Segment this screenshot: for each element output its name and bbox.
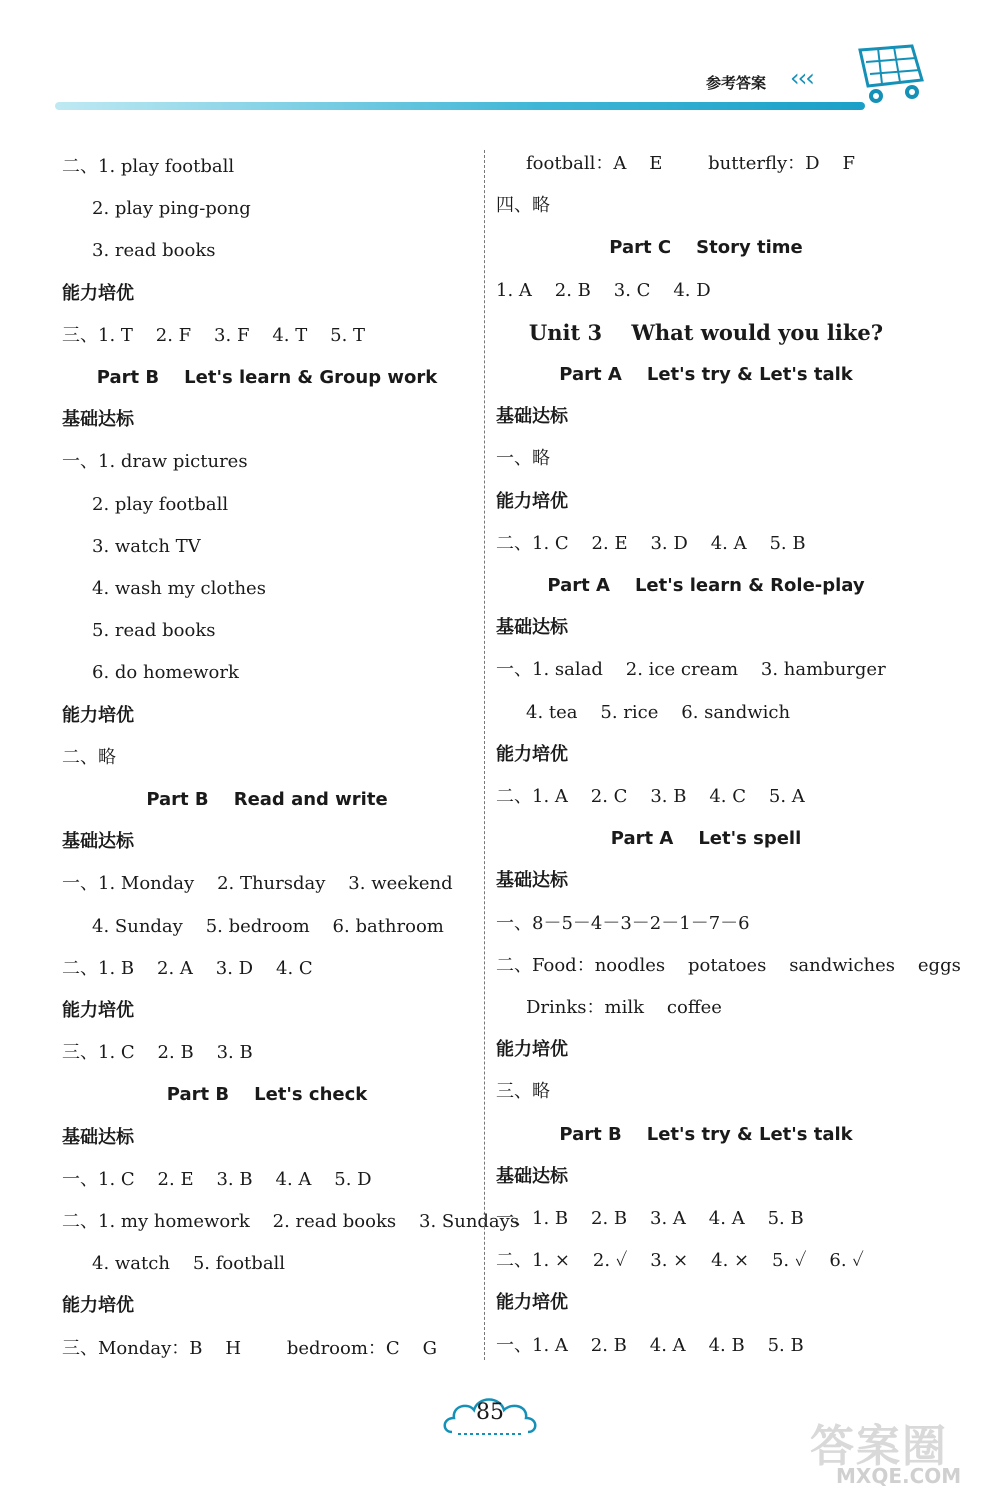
answer-line: 4. tea 5. rice 6. sandwich (526, 701, 791, 723)
answer-line: 二、1. B 2. A 3. D 4. C (62, 957, 313, 979)
section-label: 能力培优 (496, 743, 568, 765)
part-heading: Part A Let's learn & Role-play (547, 575, 865, 596)
section-label: 基础达标 (496, 617, 568, 639)
section-label: 基础达标 (62, 1126, 134, 1148)
answer-line: 三、Monday：B H bedroom：C G (62, 1337, 437, 1359)
chevron-left-icon: ‹‹‹ (790, 64, 813, 92)
answer-line: 一、1. Monday 2. Thursday 3. weekend (62, 873, 453, 895)
answer-line: 二、1. my homework 2. read books 3. Sundays (62, 1211, 520, 1232)
section-label: 基础达标 (496, 1165, 568, 1187)
answer-line: 6. do homework (92, 662, 239, 684)
answer-line: 一、1. C 2. E 3. B 4. A 5. D (62, 1168, 372, 1190)
answer-line: 2. play ping-pong (92, 198, 251, 220)
answer-line: 1. A 2. B 3. C 4. D (496, 279, 711, 301)
answer-line: 3. watch TV (92, 535, 201, 557)
answer-line: 四、略 (496, 195, 550, 217)
answer-line: 4. wash my clothes (92, 578, 266, 599)
answer-line: 一、1. A 2. B 4. A 4. B 5. B (496, 1334, 804, 1356)
part-heading: Part B Read and write (146, 789, 388, 810)
answer-line: 4. Sunday 5. bedroom 6. bathroom (92, 915, 444, 937)
answer-line: 4. watch 5. football (92, 1253, 286, 1275)
answer-line: 三、1. C 2. B 3. B (62, 1042, 253, 1064)
part-heading: Part A Let's try & Let's talk (559, 364, 853, 385)
section-label: 基础达标 (62, 831, 134, 853)
answer-line: 三、略 (496, 1081, 550, 1103)
answer-line: 三、1. T 2. F 3. F 4. T 5. T (62, 324, 366, 346)
answer-line: 3. read books (92, 240, 216, 262)
section-label: 能力培优 (62, 1295, 134, 1317)
answer-line: 二、Food：noodles potatoes sandwiches eggs (496, 954, 961, 976)
section-label: 能力培优 (496, 490, 568, 512)
watermark-url: MXQE.COM (836, 1464, 962, 1488)
section-label: 能力培优 (62, 282, 134, 304)
answer-line: 2. play football (92, 493, 229, 515)
section-label: 能力培优 (496, 1292, 568, 1314)
section-label: 能力培优 (62, 704, 134, 726)
header-title: 参考答案 (706, 74, 767, 92)
section-label: 能力培优 (62, 1000, 134, 1021)
section-label: 基础达标 (496, 870, 568, 892)
answer-line: 二、1. play football (62, 156, 235, 177)
unit-title: Unit 3 What would you like? (528, 319, 884, 345)
answer-line: Drinks：milk coffee (526, 997, 722, 1018)
answer-line: 一、1. draw pictures (62, 451, 248, 473)
answer-line: 二、1. A 2. C 3. B 4. C 5. A (496, 786, 805, 807)
answer-line: 一、8－5－4－3－2－1－7－6 (496, 912, 750, 934)
page-number: 85 (476, 1400, 504, 1425)
answer-line: football：A E butterfly：D F (526, 153, 855, 174)
section-label: 基础达标 (62, 409, 134, 431)
section-label: 能力培优 (496, 1039, 568, 1061)
answer-line: 二、略 (62, 746, 116, 768)
answer-line: 5. read books (92, 620, 216, 642)
answer-line: 二、1. C 2. E 3. D 4. A 5. B (496, 532, 806, 554)
part-heading: Part A Let's spell (610, 828, 802, 850)
watermark-logo: 答案圈 (810, 1421, 948, 1472)
answer-line: 一、1. salad 2. ice cream 3. hamburger (496, 659, 886, 681)
answer-line: 一、1. B 2. B 3. A 4. A 5. B (496, 1208, 804, 1229)
part-heading: Part B Let's check (166, 1084, 368, 1106)
page-number-cloud (440, 1388, 540, 1440)
part-heading: Part B Let's try & Let's talk (559, 1123, 853, 1145)
section-label: 基础达标 (496, 406, 568, 428)
cartoon-cart-icon (852, 40, 932, 112)
part-heading: Part B Let's learn & Group work (96, 367, 438, 388)
header-rule (55, 102, 865, 110)
part-heading: Part C Story time (609, 237, 803, 259)
answer-line: 一、略 (496, 448, 550, 470)
answer-line: 二、1. × 2. ✓ 3. × 4. × 5. ✓ 6. ✓ (496, 1250, 864, 1272)
column-divider (484, 150, 485, 1360)
